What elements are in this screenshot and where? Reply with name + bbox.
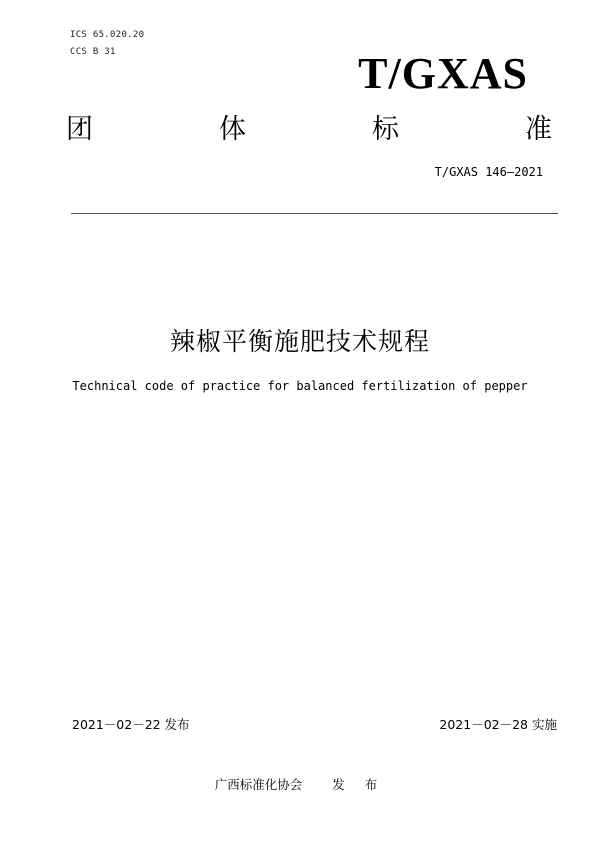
publisher-name: 广西标准化协会 bbox=[214, 777, 303, 792]
release-date: 2021－02－22 发布 bbox=[72, 717, 190, 732]
standard-type-char: 标 bbox=[372, 114, 399, 145]
document-title-chinese: 辣椒平衡施肥技术规程 bbox=[169, 327, 430, 356]
publisher-line bbox=[0, 776, 600, 794]
implementation-date: 2021－02－28 实施 bbox=[439, 717, 557, 732]
standard-type-char: 团 bbox=[66, 114, 93, 145]
standard-type-char: 准 bbox=[525, 114, 552, 145]
standard-number: T/GXAS 146—2021 bbox=[434, 165, 543, 179]
header-divider bbox=[71, 213, 558, 214]
publish-label: 发 布 bbox=[332, 777, 386, 792]
standard-type-char: 体 bbox=[219, 114, 246, 145]
ccs-code: CCS B 31 bbox=[70, 47, 116, 57]
document-title-english: Technical code of practice for balanced fertilization of pepper bbox=[72, 379, 528, 393]
ics-code: ICS 65.020.20 bbox=[70, 30, 145, 40]
standard-brand-code: T/GXAS bbox=[358, 49, 528, 98]
standard-type-heading bbox=[66, 110, 552, 150]
